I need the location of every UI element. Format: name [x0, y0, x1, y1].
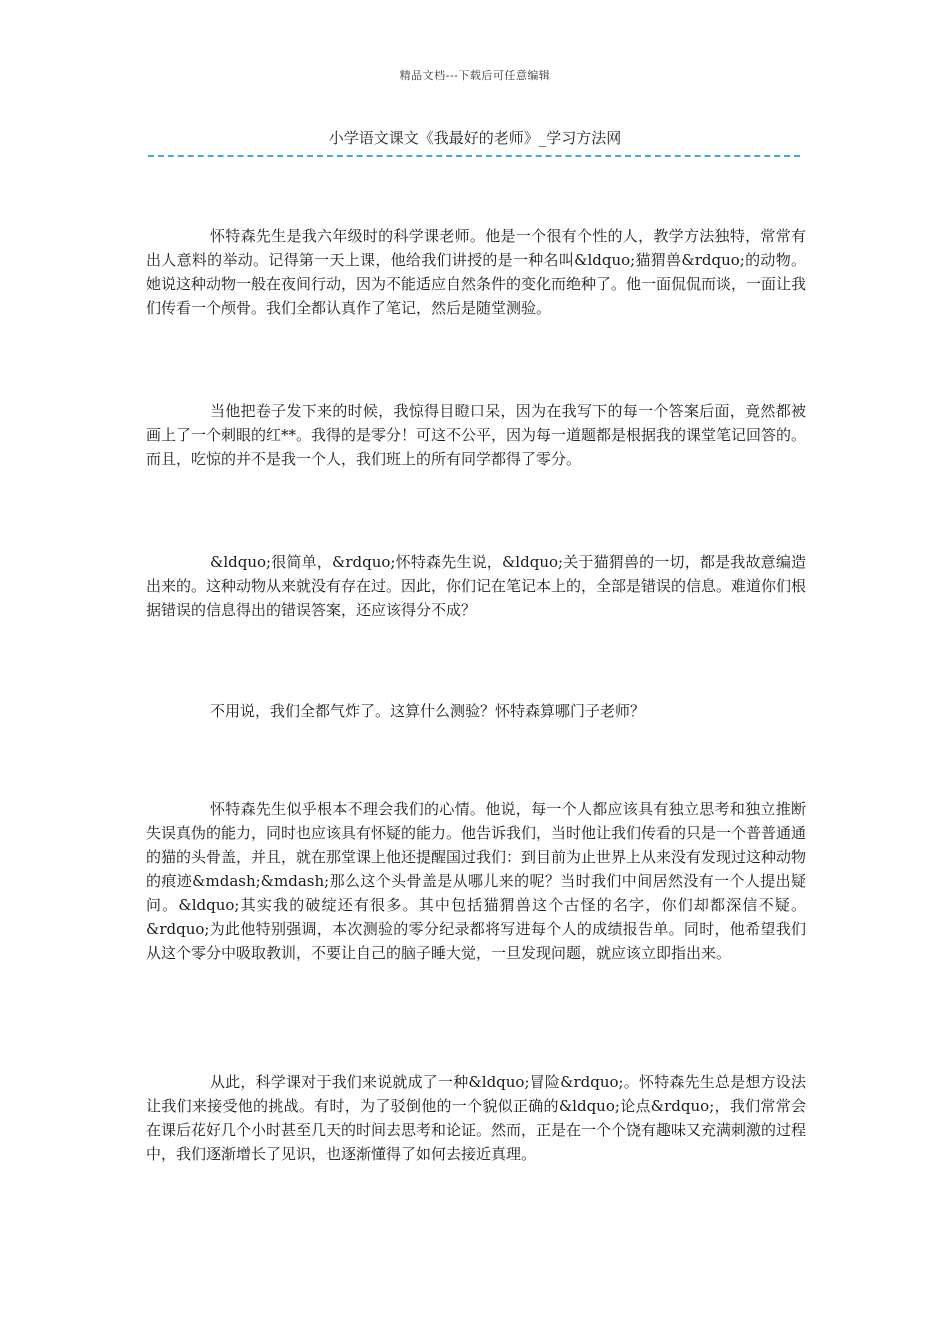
paragraph-4: 不用说，我们全都气炸了。这算什么测验？怀特森算哪门子老师？	[210, 702, 646, 720]
dashed-divider	[148, 155, 800, 157]
paragraph-3: &ldquo;很简单，&rdquo;怀特森先生说，&ldquo;关于猫猬兽的一切，都是我故意编造出来的。这种动物从来就没有存在过。因此，你们记在笔记本上的，全部是错误的信息。难道你们根据错误的信息得出的错误答案，还应该得分不成？	[146, 553, 807, 619]
document-title: 小学语文课文《我最好的老师》_学习方法网	[328, 129, 622, 147]
paragraph-2: 当他把卷子发下来的时候，我惊得目瞪口呆，因为在我写下的每一个答案后面，竟然都被画上了一个刺眼的红**。我得的是零分！可这不公平，因为每一道题都是根据我的课堂笔记回答的。而且，吃惊的并不是我一个人，我们班上的所有同学都得了零分。	[146, 402, 807, 468]
header-note: 精品文档---下载后可任意编辑	[399, 69, 551, 82]
paragraph-1: 怀特森先生是我六年级时的科学课老师。他是一个很有个性的人，教学方法独特，常常有出人意料的举动。记得第一天上课，他给我们讲授的是一种名叫&ldquo;猫猬兽&rdquo;的动物。她说这种动物一般在夜间行动，因为不能适应自然条件的变化而绝种了。他一面侃侃而谈，一面让我们传看一个颅骨。我们全都认真作了笔记，然后是随堂测验。	[146, 227, 807, 317]
paragraph-5: 怀特森先生似乎根本不理会我们的心情。他说，每一个人都应该具有独立思考和独立推断失误真伪的能力，同时也应该具有怀疑的能力。他告诉我们，当时他让我们传看的只是一个普普通通的猫的头骨盖，并且，就在那堂课上他还提醒国过我们：到目前为止世界上从来没有发现过这种动物的痕迹&mdash;&mdash;那么这个头骨盖是从哪儿来的呢？当时我们中间居然没有一个人提出疑问。&ldquo;其实我的破绽还有很多。其中包括猫猬兽这个古怪的名字，你们却都深信不疑。&rdquo;为此他特别强调，本次测验的零分纪录都将写进每个人的成绩报告单。同时，他希望我们从这个零分中吸取教训，不要让自己的脑子睡大觉，一旦发现问题，就应该立即指出来。	[146, 800, 807, 962]
paragraph-6: 从此，科学课对于我们来说就成了一种&ldquo;冒险&rdquo;。怀特森先生总是想方设法让我们来接受他的挑战。有时，为了驳倒他的一个貌似正确的&ldquo;论点&rdquo;，我们常常会在课后花好几个小时甚至几天的时间去思考和论证。然而，正是在一个个饶有趣味又充满刺激的过程中，我们逐渐增长了见识，也逐渐懂得了如何去接近真理。	[146, 1073, 807, 1163]
